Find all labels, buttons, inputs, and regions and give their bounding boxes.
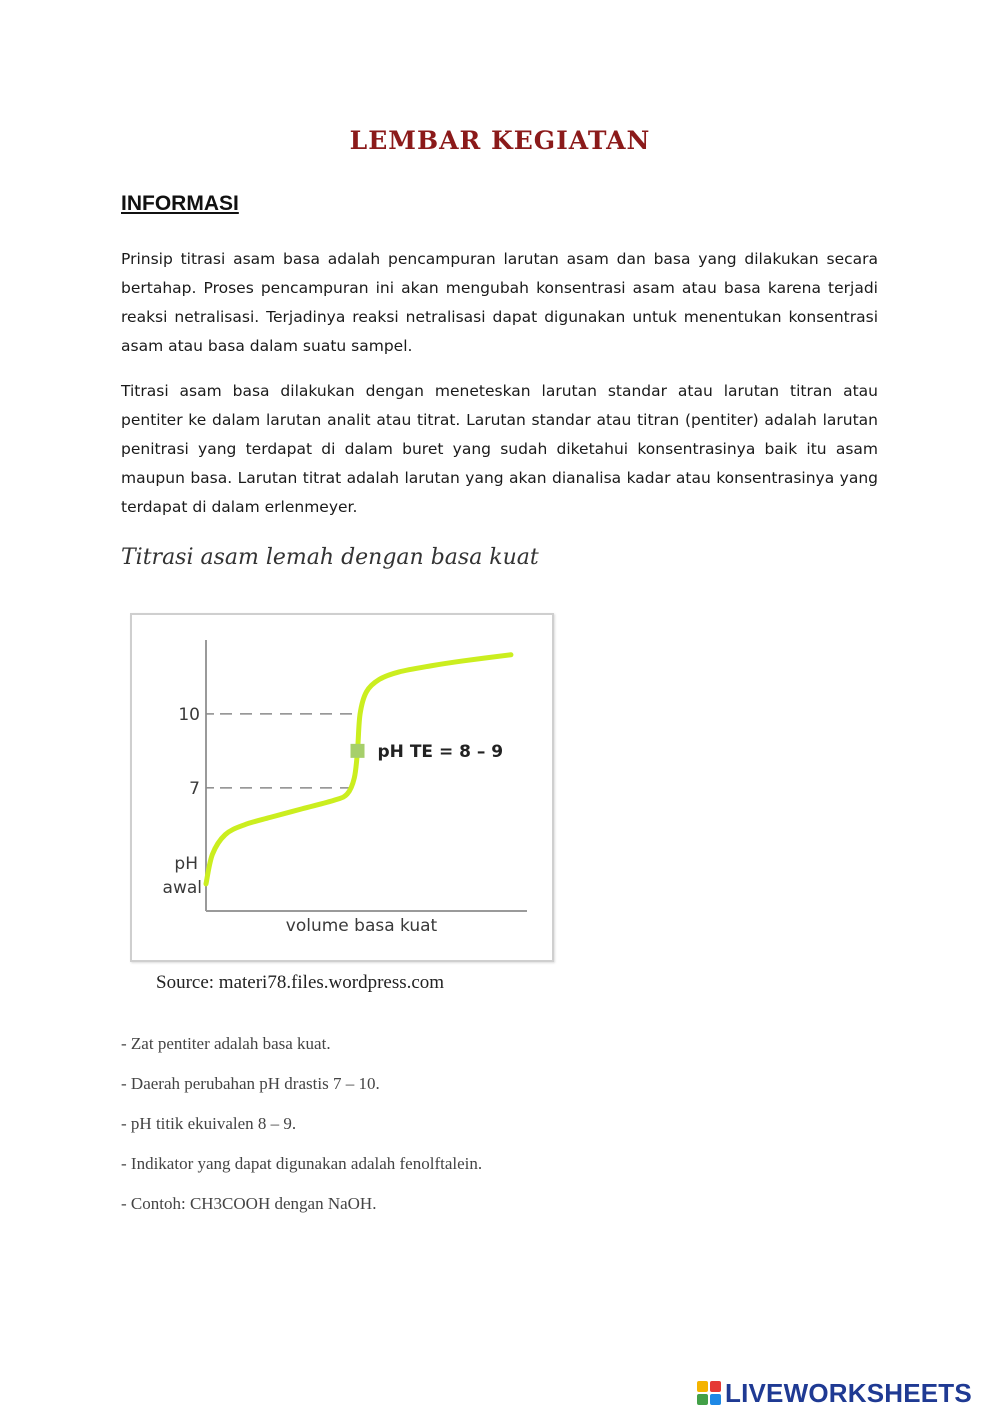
section-heading: INFORMASI — [121, 192, 239, 215]
summary-list — [121, 1030, 482, 1230]
titration-chart-svg — [132, 615, 552, 960]
equivalence-point-marker — [351, 744, 365, 758]
paragraph-1: Prinsip titrasi asam basa adalah pencampuran larutan asam dan basa yang dilakukan secara bertahap. Proses pencampuran ini akan mengubah konsentrasi asam atau basa karena terjadi reaksi netralisasi. Terjadinya reaksi netralisasi dapat digunakan untuk menentukan konsentrasi asam atau basa dalam suatu sampel. — [121, 250, 878, 355]
titration-chart — [130, 613, 554, 962]
list-item: - Zat pentiter adalah basa kuat. — [121, 1034, 331, 1053]
y-tick-label: 10 — [178, 704, 200, 725]
brand-logo-icon — [697, 1381, 721, 1405]
page-title: LEMBAR KEGIATAN — [349, 126, 651, 155]
y-axis-label-awal: awal — [162, 877, 202, 898]
brand-name: LIVEWORKSHEETS — [725, 1377, 972, 1408]
paragraph-2: Titrasi asam basa dilakukan dengan meneteskan larutan standar atau larutan titran atau pentiter ke dalam larutan analit atau titrat. Larutan standar atau titran (pentiter) adalah larutan penitrasi yang terdapat di dalam buret yang sudah diketahui konsentrasinya baik itu asam maupun basa. Larutan titrat adalah larutan yang akan dianalisa kadar atau konsentrasinya yang terdapat di dalam erlenmeyer. — [121, 382, 878, 516]
y-tick-label: 7 — [189, 778, 200, 799]
image-source: Source: materi78.files.wordpress.com — [156, 972, 445, 993]
list-item: - pH titik ekuivalen 8 – 9. — [121, 1114, 297, 1133]
y-axis-label-ph: pH — [174, 853, 198, 874]
list-item: - Contoh: CH3COOH dengan NaOH. — [121, 1194, 377, 1213]
list-item: - Daerah perubahan pH drastis 7 – 10. — [121, 1074, 380, 1093]
chart-subheading: Titrasi asam lemah dengan basa kuat — [121, 545, 539, 570]
equivalence-point-label: pH TE = 8 – 9 — [377, 741, 504, 762]
titration-curve — [206, 655, 511, 884]
brand-watermark — [697, 1378, 972, 1408]
x-axis-label: volume basa kuat — [285, 916, 438, 936]
list-item: - Indikator yang dapat digunakan adalah fenolftalein. — [121, 1154, 483, 1173]
